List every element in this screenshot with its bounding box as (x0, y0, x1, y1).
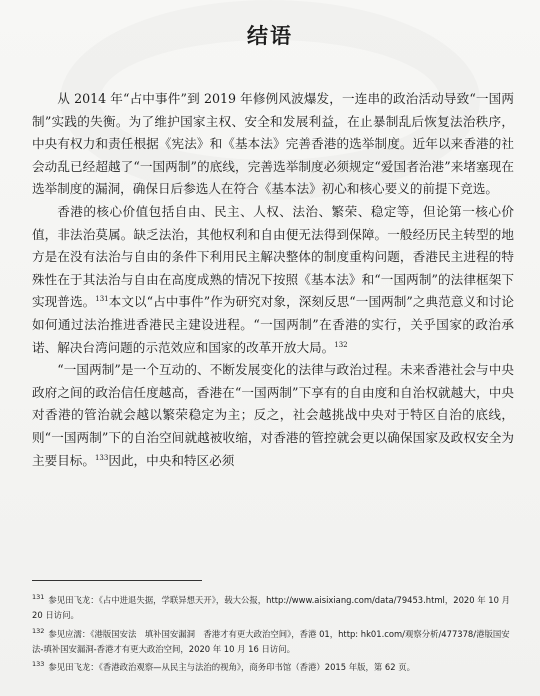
footnote-text: 参见应濡：《港版国安法 填补国安漏洞 香港才有更大政治空间》，香港 01，http: hk01.com/观察分析/477378/港版国安法-填补国安漏洞-香港才有更大政治空间，2020 年 10 月 16 日访问。 (32, 628, 510, 654)
footnote-number: 131 (32, 593, 45, 601)
footnote-number: 133 (32, 660, 45, 669)
paragraph-3 (32, 359, 514, 472)
footnote-ref-131[interactable]: 131 (95, 295, 109, 304)
paragraph-3-text-a: “一国两制”是一个互动的、不断发展变化的法律与政治过程。未来香港社会与中央政府之间的政治信任度越高，香港在“一国两制”下享有的自由度和自治权就越大，中央对香港的管治就会越以繁荣稳定为主；反之，社会越挑战中央对于特区自治的底线，则“一国两制”下的自治空间就越被收缩，对香港的管控就会更以确保国家及政权安全为主要目标。 (32, 362, 514, 468)
body-text (32, 88, 514, 472)
footnote-text: 参见田飞龙：《占中进退失据，学联异想天开》，载大公报，http://www.aisixiang.com/data/79453.html，2020 年 10 月 20 日访问。 (32, 594, 510, 621)
paragraph-1-text: 从 2014 年“占中事件”到 2019 年修例风波爆发，一连串的政治活动导致“一国两制”实践的失衡。为了维护国家主权、安全和发展利益，在止暴制乱后恢复法治秩序，中央有权力和责任根据《宪法》和《基本法》完善香港的选举制度。近年以来香港的社会动乱已经超越了“一国两制”的底线，完善选举制度必须规定“爱国者治港”来堵塞现在选举制度的漏洞，确保日后参选人在符合《基本法》初心和核心要义的前提下竞选。 (32, 91, 514, 197)
footnote-ref-133[interactable]: 133 (94, 453, 109, 462)
paragraph-1 (32, 88, 514, 201)
footnotes (32, 590, 514, 675)
footnote-131 (32, 590, 514, 624)
paragraph-2-text-b: 本文以“占中事件”作为研究对象，深刻反思“一国两制”之典范意义和讨论如何通过法治推进香港民主建设进程。“一国两制”在香港的实行，关乎国家的政治承诺、解决台湾问题的示范效应和国家的改革开放大局。 (32, 294, 515, 355)
footnote-133 (32, 657, 514, 675)
footnote-132 (32, 624, 514, 658)
footnote-ref-132[interactable]: 132 (334, 340, 348, 349)
footnote-number: 132 (32, 626, 45, 635)
footnote-text: 参见田飞龙：《香港政治观察—从民主与法治的视角》，商务印书馆（香港）2015 年版，第 62 页。 (48, 662, 415, 673)
paragraph-2 (32, 201, 514, 359)
page-title: 结语 (247, 24, 293, 48)
footnote-divider (32, 580, 202, 581)
paragraph-3-text-b: 因此，中央和特区必须 (108, 452, 235, 468)
paragraph-2-text-a: 香港的核心价值包括自由、民主、人权、法治、繁荣、稳定等，但论第一核心价值，非法治莫属。缺乏法治，其他权利和自由便无法得到保障。一般经历民主转型的地方是在没有法治与自由的条件下利用民主解决整体的制度重构问题，香港民主进程的特殊性在于其法治与自由在高度成熟的情况下按照《基本法》和“一国两制”的法律框架下实现普选。 (32, 203, 514, 310)
